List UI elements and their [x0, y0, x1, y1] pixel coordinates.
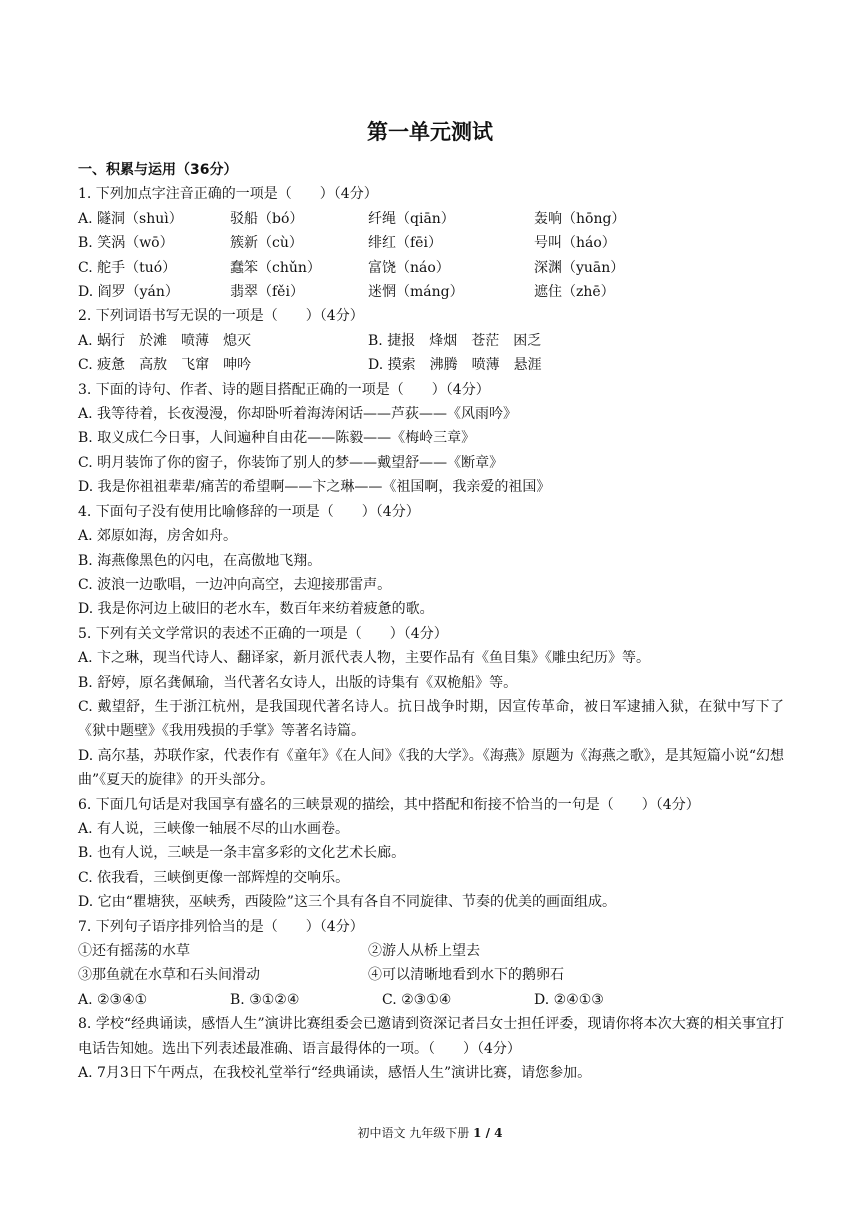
q3-option-a: A. 我等待着，长夜漫漫，你却卧听着海涛闲话——芦荻——《风雨吟》: [78, 406, 518, 423]
question-2-stem: 2. 下列词语书写无误的一项是（ ）（4分）: [78, 308, 364, 325]
q1-option: B. 笑涡（wō）: [78, 235, 174, 252]
question-8-stem: 8. 学校“经典诵读，感悟人生”演讲比赛组委会已邀请到资深记者吕女士担任评委，现请你将本次大赛的相关事宜打电话告知她。选出下列表述最准确、语言最得体的一项。（ ）（4分）: [78, 1016, 784, 1057]
q3-option-b: B. 取义成仁今日事，人间遍种自由花——陈毅——《梅岭三章》: [78, 430, 476, 447]
q7-sentence: ③那鱼就在水草和石头间滑动: [78, 967, 260, 984]
q1-option: 翡翠（fěi）: [230, 284, 304, 301]
q6-option-d: D. 它由“瞿塘狭，巫峡秀，西陵险”这三个具有各自不同旋律、节奏的优美的画面组成。: [78, 894, 616, 911]
question-4-stem: 4. 下面句子没有使用比喻修辞的一项是（ ）（4分）: [78, 503, 420, 520]
q6-option-c: C. 依我看，三峡倒更像一部辉煌的交响乐。: [78, 869, 350, 886]
q4-option-a: A. 郊原如海，房舍如舟。: [78, 528, 238, 545]
q5-option-a: A. 卞之琳，现当代诗人、翻译家，新月派代表人物，主要作品有《鱼目集》《雕虫纪历》等。: [78, 650, 651, 667]
q8-option-a: A. 7月3日下午两点，在我校礼堂举行“经典诵读，感悟人生”演讲比赛，请您参加。: [78, 1065, 592, 1082]
q2-option: B. 捷报 烽烟 苍茫 困乏: [368, 332, 542, 349]
q7-option: A. ②③④①: [78, 991, 148, 1008]
q1-option: 迷惘（máng）: [368, 284, 464, 301]
question-2-row-1: [78, 329, 784, 353]
question-7-stem: 7. 下列句子语序排列恰当的是（ ）（4分）: [78, 918, 364, 935]
q5-option-b: B. 舒婷，原名龚佩瑜，当代著名女诗人，出版的诗集有《双桅船》等。: [78, 674, 518, 691]
question-3-stem: 3. 下面的诗句、作者、诗的题目搭配正确的一项是（ ）（4分）: [78, 381, 490, 398]
q1-option: D. 阎罗（yán）: [78, 284, 179, 301]
q1-option: 富饶（náo）: [368, 259, 450, 276]
question-1-row-c: [78, 256, 784, 280]
question-7-row-2: [78, 963, 784, 987]
q1-option: 簇新（cù）: [230, 235, 303, 252]
q1-option: 蠢笨（chǔn）: [230, 259, 321, 276]
question-1-row-a: [78, 207, 784, 231]
section-heading: 一、积累与运用（36分）: [78, 162, 238, 178]
page-title: 第一单元测试: [367, 120, 493, 144]
footer-text: 初中语文 九年级下册: [357, 1126, 474, 1140]
question-7-row-1: [78, 939, 784, 963]
q1-option: 遮住（zhē）: [534, 284, 615, 301]
q4-option-b: B. 海燕像黑色的闪电，在高傲地飞翔。: [78, 552, 322, 569]
question-5-stem: 5. 下列有关文学常识的表述不正确的一项是（ ）（4分）: [78, 625, 448, 642]
q1-option: 深渊（yuān）: [534, 259, 625, 276]
q2-option: C. 疲惫 高敖 飞窜 呻吟: [78, 357, 252, 374]
q1-option: 绯红（fēi）: [368, 235, 442, 252]
q1-option: 驳船（bó）: [230, 210, 304, 227]
q7-sentence: ①还有摇荡的水草: [78, 943, 190, 959]
q6-option-b: B. 也有人说，三峡是一条丰富多彩的文化艺术长廊。: [78, 845, 406, 862]
q4-option-d: D. 我是你河边上破旧的老水车，数百年来纺着疲惫的歌。: [78, 601, 434, 618]
q1-option: 纤绳（qiān）: [368, 210, 455, 227]
document-body: [78, 158, 784, 1085]
q1-option: 号叫（háo）: [534, 235, 616, 252]
q1-option: A. 隧洞（shuì）: [78, 210, 183, 227]
q7-option: C. ②③①④: [382, 991, 452, 1008]
q1-option: 轰响（hōng）: [534, 210, 626, 227]
q3-option-c: C. 明月装饰了你的窗子，你装饰了别人的梦——戴望舒——《断章》: [78, 454, 504, 471]
question-1-row-b: [78, 231, 784, 255]
q5-option-d: D. 高尔基，苏联作家，代表作有《童年》《在人间》《我的大学》。《海燕》原题为《海燕之歌》，是其短篇小说“幻想曲”《夏天的旋律》的开头部分。: [78, 747, 784, 789]
q4-option-c: C. 波浪一边歌唱，一边冲向高空，去迎接那雷声。: [78, 576, 392, 593]
q5-option-c: C. 戴望舒，生于浙江杭州，是我国现代著名诗人。抗日战争时期，因宣传革命，被日军逮捕入狱，在狱中写下了《狱中题壁》《我用残损的手掌》等著名诗篇。: [78, 698, 784, 740]
q1-option: C. 舵手（tuó）: [78, 259, 177, 276]
page-footer: [0, 1124, 860, 1141]
question-7-answers: [78, 988, 784, 1012]
question-6-stem: 6. 下面几句话是对我国享有盛名的三峡景观的描绘，其中搭配和衔接不恰当的一句是（ ）（4分）: [78, 796, 700, 813]
q7-sentence: ④可以清晰地看到水下的鹅卵石: [368, 967, 564, 984]
q6-option-a: A. 有人说，三峡像一轴展不尽的山水画卷。: [78, 820, 350, 837]
q2-option: A. 蜗行 於滩 喷薄 熄灭: [78, 332, 252, 349]
q7-option: B. ③①②④: [230, 991, 300, 1008]
question-1-row-d: [78, 280, 784, 304]
page-number: 1 / 4: [473, 1126, 503, 1140]
q2-option: D. 摸索 沸腾 喷薄 悬涯: [368, 357, 542, 374]
q7-sentence: ②游人从桥上望去: [368, 943, 480, 959]
q3-option-d: D. 我是你祖祖辈辈/痛苦的希望啊——卞之琳——《祖国啊，我亲爱的祖国》: [78, 479, 551, 496]
q7-option: D. ②④①③: [534, 991, 604, 1008]
question-2-row-2: [78, 353, 784, 377]
question-1-stem: 1. 下列加点字注音正确的一项是（ ）（4分）: [78, 186, 378, 203]
